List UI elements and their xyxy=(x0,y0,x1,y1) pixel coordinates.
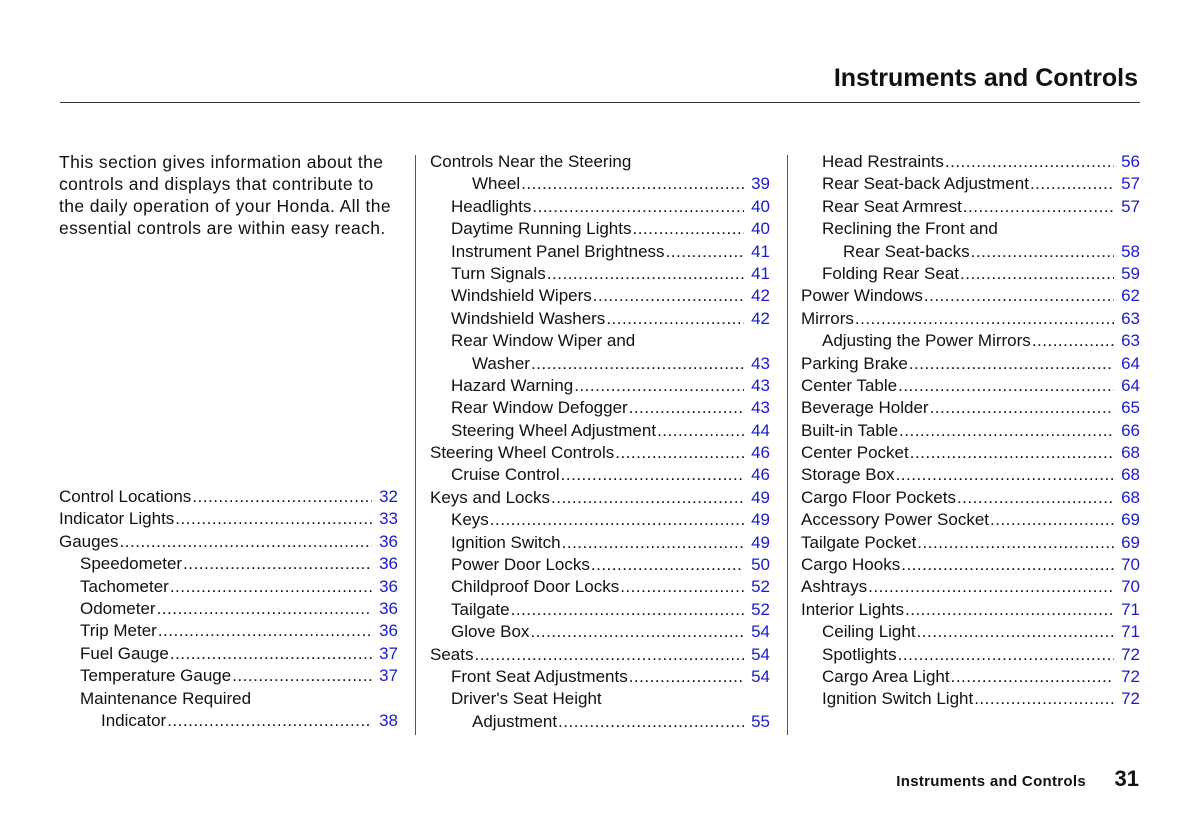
toc-entry-label: Parking Brake xyxy=(801,353,908,373)
toc-leader-dots xyxy=(175,508,372,530)
toc-leader-dots xyxy=(632,218,744,240)
toc-entry[interactable] xyxy=(801,173,1140,195)
toc-leader-dots xyxy=(930,397,1114,419)
toc-page-link[interactable]: 49 xyxy=(751,487,770,507)
toc-leader-dots xyxy=(963,196,1114,218)
toc-entry[interactable] xyxy=(430,576,770,598)
toc-entry[interactable] xyxy=(430,285,770,307)
toc-page-link[interactable]: 62 xyxy=(1121,286,1140,306)
toc-leader-dots xyxy=(593,285,744,307)
toc-entry-label: Tailgate Pocket xyxy=(801,532,917,552)
toc-entry[interactable] xyxy=(801,666,1140,688)
toc-entry[interactable] xyxy=(430,263,770,285)
toc-entry[interactable] xyxy=(430,532,770,554)
toc-entry[interactable] xyxy=(59,531,398,553)
toc-entry[interactable] xyxy=(59,598,398,620)
toc-entry[interactable] xyxy=(430,218,770,240)
toc-entry-label: Front Seat Adjustments xyxy=(451,666,628,686)
toc-entry-label: Maintenance Required xyxy=(80,688,252,708)
toc-leader-dots xyxy=(924,285,1114,307)
toc-entry-label: Odometer xyxy=(80,598,156,618)
toc-page-link[interactable]: 63 xyxy=(1121,331,1140,351)
toc-leader-dots xyxy=(898,375,1114,397)
toc-page-link[interactable]: 58 xyxy=(1121,241,1140,261)
toc-entry[interactable] xyxy=(801,621,1140,643)
toc-leader-dots xyxy=(945,151,1114,173)
toc-leader-dots xyxy=(551,487,744,509)
toc-page-link[interactable]: 43 xyxy=(751,375,770,395)
toc-entry-label: Rear Window Wiper and xyxy=(451,331,636,351)
toc-page-link[interactable]: 36 xyxy=(379,598,398,618)
toc-leader-dots xyxy=(901,554,1114,576)
toc-entry-label: Wheel xyxy=(472,174,521,194)
toc-page-link[interactable]: 36 xyxy=(379,576,398,596)
toc-entry-label: Control Locations xyxy=(59,487,192,506)
toc-page-link[interactable]: 69 xyxy=(1121,510,1140,530)
toc-page-link[interactable]: 43 xyxy=(751,353,770,373)
toc-entry[interactable] xyxy=(59,643,398,665)
toc-entry[interactable] xyxy=(59,665,398,687)
toc-page-link[interactable]: 54 xyxy=(751,666,770,686)
toc-leader-dots xyxy=(521,173,744,195)
toc-page-link[interactable]: 68 xyxy=(1121,443,1140,463)
toc-entry xyxy=(430,688,770,710)
toc-entry-label: Headlights xyxy=(451,196,532,216)
toc-entry-label: Rear Seat-back Adjustment xyxy=(822,174,1029,194)
toc-entry[interactable] xyxy=(430,196,770,218)
toc-entry-label: Center Table xyxy=(801,375,898,395)
toc-leader-dots xyxy=(960,263,1114,285)
toc-page-link[interactable]: 37 xyxy=(379,643,398,663)
toc-entry[interactable] xyxy=(430,173,770,195)
toc-entry-label: Cruise Control xyxy=(451,465,560,485)
toc-page-link[interactable]: 72 xyxy=(1121,644,1140,664)
toc-leader-dots xyxy=(896,464,1114,486)
toc-entry[interactable] xyxy=(801,599,1140,621)
toc-entry-label: Storage Box xyxy=(801,465,895,485)
toc-entry[interactable] xyxy=(801,308,1140,330)
toc-leader-dots xyxy=(158,620,372,642)
toc-page-link[interactable]: 32 xyxy=(379,487,398,506)
toc-entry-label: Cargo Area Light xyxy=(822,666,950,686)
toc-entry[interactable] xyxy=(801,420,1140,442)
toc-page-link[interactable]: 50 xyxy=(751,555,770,575)
toc-entry-label: Speedometer xyxy=(80,554,183,574)
toc-entry-label: Accessory Power Socket xyxy=(801,510,990,530)
toc-page-link[interactable]: 41 xyxy=(751,263,770,283)
toc-entry[interactable] xyxy=(430,308,770,330)
toc-entry[interactable] xyxy=(801,532,1140,554)
toc-page-link[interactable]: 70 xyxy=(1121,555,1140,575)
toc-entry[interactable] xyxy=(801,375,1140,397)
toc-entry[interactable] xyxy=(801,196,1140,218)
toc-entry-label: Childproof Door Locks xyxy=(451,577,620,597)
toc-entry-label: Ignition Switch Light xyxy=(822,689,974,709)
toc-page-link[interactable]: 49 xyxy=(751,510,770,530)
toc-leader-dots xyxy=(917,621,1114,643)
toc-entry[interactable] xyxy=(801,397,1140,419)
toc-page-link[interactable]: 52 xyxy=(751,599,770,619)
toc-page-link[interactable]: 71 xyxy=(1121,622,1140,642)
toc-leader-dots xyxy=(511,599,744,621)
toc-page-link[interactable]: 46 xyxy=(751,465,770,485)
toc-entry-label: Power Windows xyxy=(801,286,923,306)
toc-page-link[interactable]: 55 xyxy=(751,711,770,731)
toc-entry-label: Head Restraints xyxy=(822,152,944,171)
toc-entry[interactable] xyxy=(430,644,770,666)
toc-entry[interactable] xyxy=(59,486,398,508)
toc-leader-dots xyxy=(990,509,1114,531)
toc-leader-dots xyxy=(558,711,744,733)
toc-leader-dots xyxy=(192,486,372,508)
header-rule xyxy=(60,102,1140,103)
toc-leader-dots xyxy=(490,509,744,531)
toc-leader-dots xyxy=(183,553,372,575)
toc-entry[interactable] xyxy=(430,666,770,688)
intro-paragraph: This section gives information about the controls and displays that contribute to the daily operation of your Honda. All the essential controls are within easy reach. xyxy=(59,152,392,238)
column-divider xyxy=(787,155,788,735)
toc-entry[interactable] xyxy=(430,599,770,621)
toc-entry xyxy=(801,218,1140,240)
toc-entry-label: Power Door Locks xyxy=(451,555,590,575)
toc-entry[interactable] xyxy=(801,330,1140,352)
toc-page-link[interactable]: 42 xyxy=(751,286,770,306)
toc-entry[interactable] xyxy=(801,241,1140,263)
toc-entry[interactable] xyxy=(801,576,1140,598)
toc-leader-dots xyxy=(167,710,372,732)
toc-entry xyxy=(59,688,398,710)
toc-entry-label: Adjusting the Power Mirrors xyxy=(822,331,1031,351)
toc-entry xyxy=(430,330,770,352)
toc-page-link[interactable]: 57 xyxy=(1121,174,1140,194)
toc-entry[interactable] xyxy=(801,442,1140,464)
toc-leader-dots xyxy=(606,308,744,330)
toc-page-link[interactable]: 54 xyxy=(751,622,770,642)
toc-entry-label: Tachometer xyxy=(80,576,169,596)
toc-column-2 xyxy=(430,151,770,733)
toc-entry-label: Steering Wheel Controls xyxy=(430,443,615,463)
toc-leader-dots xyxy=(1032,330,1114,352)
toc-page-link[interactable]: 59 xyxy=(1121,263,1140,283)
toc-entry-label: Beverage Holder xyxy=(801,398,929,418)
toc-page-link[interactable]: 56 xyxy=(1121,152,1140,171)
toc-leader-dots xyxy=(591,554,744,576)
toc-entry-label: Steering Wheel Adjustment xyxy=(451,420,657,440)
toc-page-link[interactable]: 44 xyxy=(751,420,770,440)
toc-leader-dots xyxy=(232,665,372,687)
toc-entry[interactable] xyxy=(430,464,770,486)
toc-entry-label: Daytime Running Lights xyxy=(451,219,632,239)
toc-entry-label: Rear Seat Armrest xyxy=(822,196,962,216)
toc-leader-dots xyxy=(562,532,744,554)
column-divider xyxy=(415,155,416,735)
toc-entry[interactable] xyxy=(430,397,770,419)
toc-entry-label: Instrument Panel Brightness xyxy=(451,241,665,261)
toc-entry-label: Trip Meter xyxy=(80,621,157,641)
toc-page-link[interactable]: 40 xyxy=(751,219,770,239)
toc-entry[interactable] xyxy=(801,151,1140,173)
toc-entry-label: Interior Lights xyxy=(801,599,904,619)
toc-leader-dots xyxy=(574,375,744,397)
toc-leader-dots xyxy=(905,599,1114,621)
toc-entry-label: Spotlights xyxy=(822,644,897,664)
toc-leader-dots xyxy=(474,644,744,666)
toc-page-link[interactable]: 72 xyxy=(1121,666,1140,686)
toc-entry[interactable] xyxy=(59,576,398,598)
toc-entry-label: Keys xyxy=(451,510,489,530)
toc-page-link[interactable]: 70 xyxy=(1121,577,1140,597)
toc-entry-label: Mirrors xyxy=(801,308,854,328)
toc-column-3 xyxy=(801,151,1140,711)
toc-entry-label: Ignition Switch xyxy=(451,532,561,552)
toc-entry-label: Windshield Washers xyxy=(451,308,606,328)
toc-entry[interactable] xyxy=(801,688,1140,710)
toc-page-link[interactable]: 42 xyxy=(751,308,770,328)
toc-page-link[interactable]: 49 xyxy=(751,532,770,552)
toc-entry-label: Controls Near the Steering xyxy=(430,152,632,171)
page-number: 31 xyxy=(1114,766,1139,791)
toc-leader-dots xyxy=(120,531,372,553)
toc-leader-dots xyxy=(531,353,744,375)
toc-entry-label: Folding Rear Seat xyxy=(822,263,960,283)
toc-page-link[interactable]: 36 xyxy=(379,554,398,574)
toc-page-link[interactable]: 64 xyxy=(1121,375,1140,395)
toc-entry-label: Reclining the Front and xyxy=(822,219,998,239)
toc-column-1 xyxy=(59,486,398,732)
toc-page-link[interactable]: 69 xyxy=(1121,532,1140,552)
toc-page-link[interactable]: 72 xyxy=(1121,689,1140,709)
toc-leader-dots xyxy=(615,442,744,464)
toc-entry-label: Washer xyxy=(472,353,530,373)
toc-leader-dots xyxy=(909,353,1114,375)
toc-entry[interactable] xyxy=(801,464,1140,486)
toc-entry-label: Keys and Locks xyxy=(430,487,551,507)
toc-entry-label: Temperature Gauge xyxy=(80,666,232,686)
toc-page-link[interactable]: 41 xyxy=(751,241,770,261)
toc-leader-dots xyxy=(951,666,1114,688)
toc-leader-dots xyxy=(957,487,1114,509)
toc-leader-dots xyxy=(629,666,744,688)
toc-entry[interactable] xyxy=(430,711,770,733)
toc-entry[interactable] xyxy=(430,554,770,576)
toc-leader-dots xyxy=(855,308,1114,330)
toc-entry[interactable] xyxy=(801,509,1140,531)
toc-entry[interactable] xyxy=(801,487,1140,509)
toc-page-link[interactable]: 52 xyxy=(751,577,770,597)
toc-entry[interactable] xyxy=(59,553,398,575)
toc-page-link[interactable]: 71 xyxy=(1121,599,1140,619)
toc-entry xyxy=(430,151,770,173)
toc-entry-label: Glove Box xyxy=(451,622,530,642)
toc-leader-dots xyxy=(917,532,1114,554)
toc-entry[interactable] xyxy=(430,353,770,375)
toc-entry[interactable] xyxy=(430,375,770,397)
toc-entry-label: Adjustment xyxy=(472,711,558,731)
toc-leader-dots xyxy=(547,263,744,285)
toc-entry-label: Indicator xyxy=(101,710,167,730)
toc-leader-dots xyxy=(561,464,744,486)
toc-entry-label: Built-in Table xyxy=(801,420,899,440)
toc-leader-dots xyxy=(170,576,372,598)
toc-entry[interactable] xyxy=(59,620,398,642)
toc-page-link[interactable]: 40 xyxy=(751,196,770,216)
toc-entry-label: Turn Signals xyxy=(451,263,546,283)
toc-entry-label: Fuel Gauge xyxy=(80,643,169,663)
toc-entry[interactable] xyxy=(430,241,770,263)
toc-entry-label: Indicator Lights xyxy=(59,509,175,529)
toc-entry[interactable] xyxy=(59,710,398,732)
toc-leader-dots xyxy=(898,644,1114,666)
page-title: Instruments and Controls xyxy=(833,64,1138,92)
toc-entry-label: Ashtrays xyxy=(801,577,868,597)
toc-leader-dots xyxy=(971,241,1114,263)
toc-entry-label: Center Pocket xyxy=(801,443,909,463)
toc-entry-label: Cargo Hooks xyxy=(801,555,901,575)
toc-leader-dots xyxy=(657,420,744,442)
toc-leader-dots xyxy=(157,598,372,620)
toc-entry-label: Driver's Seat Height xyxy=(451,689,602,709)
toc-page-link[interactable]: 46 xyxy=(751,443,770,463)
toc-page-link[interactable]: 66 xyxy=(1121,420,1140,440)
toc-page-link[interactable]: 63 xyxy=(1121,308,1140,328)
toc-entry[interactable] xyxy=(430,621,770,643)
toc-leader-dots xyxy=(910,442,1114,464)
toc-entry-label: Seats xyxy=(430,644,474,664)
toc-entry-label: Gauges xyxy=(59,531,119,551)
toc-entry-label: Rear Window Defogger xyxy=(451,398,628,418)
toc-entry-label: Windshield Wipers xyxy=(451,286,592,306)
toc-entry[interactable] xyxy=(801,554,1140,576)
toc-page-link[interactable]: 36 xyxy=(379,531,398,551)
toc-page-link[interactable]: 57 xyxy=(1121,196,1140,216)
toc-leader-dots xyxy=(170,643,372,665)
toc-entry[interactable] xyxy=(430,509,770,531)
toc-page-link[interactable]: 33 xyxy=(379,509,398,529)
toc-leader-dots xyxy=(532,196,744,218)
toc-leader-dots xyxy=(530,621,744,643)
toc-entry-label: Tailgate xyxy=(451,599,510,619)
toc-entry[interactable] xyxy=(430,442,770,464)
toc-page-link[interactable]: 43 xyxy=(751,398,770,418)
toc-entry-label: Rear Seat-backs xyxy=(843,241,970,261)
toc-entry-label: Ceiling Light xyxy=(822,622,916,642)
toc-entry[interactable] xyxy=(801,285,1140,307)
toc-page-link[interactable]: 68 xyxy=(1121,465,1140,485)
toc-entry[interactable] xyxy=(59,508,398,530)
toc-entry-label: Hazard Warning xyxy=(451,375,574,395)
toc-page-link[interactable]: 38 xyxy=(379,710,398,730)
toc-entry-label: Cargo Floor Pockets xyxy=(801,487,956,507)
toc-page-link[interactable]: 36 xyxy=(379,621,398,641)
toc-entry[interactable] xyxy=(430,487,770,509)
toc-leader-dots xyxy=(868,576,1114,598)
toc-page-link[interactable]: 37 xyxy=(379,666,398,686)
toc-page-link[interactable]: 65 xyxy=(1121,398,1140,418)
toc-leader-dots xyxy=(1030,173,1114,195)
footer-section-title: Instruments and Controls xyxy=(896,773,1086,790)
toc-leader-dots xyxy=(974,688,1114,710)
toc-entry[interactable] xyxy=(801,644,1140,666)
toc-page-link[interactable]: 39 xyxy=(751,174,770,194)
toc-page-link[interactable]: 68 xyxy=(1121,487,1140,507)
toc-entry[interactable] xyxy=(430,420,770,442)
toc-leader-dots xyxy=(666,241,744,263)
toc-page-link[interactable]: 54 xyxy=(751,644,770,664)
toc-entry[interactable] xyxy=(801,353,1140,375)
toc-page-link[interactable]: 64 xyxy=(1121,353,1140,373)
toc-leader-dots xyxy=(629,397,744,419)
toc-entry[interactable] xyxy=(801,263,1140,285)
toc-leader-dots xyxy=(899,420,1114,442)
toc-leader-dots xyxy=(620,576,744,598)
